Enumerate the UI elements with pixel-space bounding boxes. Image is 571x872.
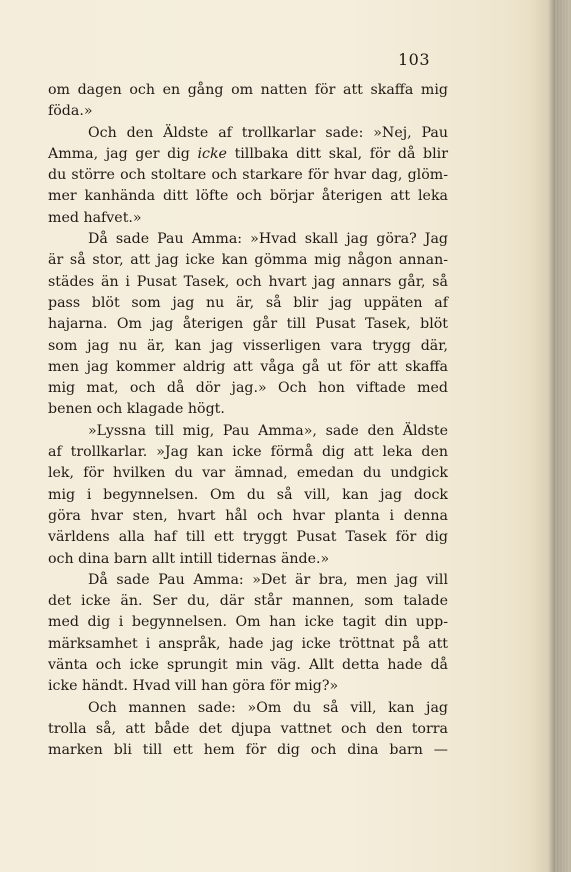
text-line: städes än i Pusat Tasek, och hvart jag annars går, så [48,273,448,290]
text-line: men jag kommer aldrig att våga gå ut för att skaffa [48,358,448,375]
text-line: med hafvet.» [48,209,142,226]
text-line: icke händt. Hvad vill han göra för mig?» [48,678,339,695]
text-line: Och den Äldste af trollkarlar sade: »Nej, Pau [88,124,448,141]
text-line: märksamhet i anspråk, hade jag icke tröttnat på att [48,635,448,652]
text-line: och dina barn allt intill tidernas ände.» [48,550,330,567]
text-line: lek, för hvilken du var ämnad, emedan du undgick [48,465,448,482]
text-line: vänta och icke sprungit min väg. Allt detta hade då [48,657,448,674]
page-number: 103 [398,50,431,69]
text-line: Då sade Pau Amma: »Det är bra, men jag vill [88,571,448,588]
text-line: göra hvar sten, hvart hål och hvar planta i denna [48,507,448,524]
text-line: med dig i begynnelsen. Om han icke tagit din upp- [48,614,448,631]
text-line: »Lyssna till mig, Pau Amma», sade den Äldste [88,422,448,439]
text-line: som jag nu är, kan jag visserligen vara trygg där, [48,337,448,354]
text-line: är så stor, att jag icke kan gömma mig någon annan- [48,252,448,269]
page-edge [555,0,571,872]
text-line: marken bli till ett hem för dig och dina barn — [48,742,448,759]
text-line: Och mannen sade: »Om du så vill, kan jag [88,699,448,716]
body-text [48,80,448,762]
text-line: mig mat, och då dör jag.» Och hon viftade med [48,380,448,397]
text-line: trolla så, att både det djupa vattnet och den torra [48,720,448,737]
text-line: benen och klagade högt. [48,401,225,418]
text-line: världens alla haf till ett tryggt Pusat Tasek för dig [48,529,448,546]
text-line: hajarna. Om jag återigen går till Pusat Tasek, blöt [48,316,448,333]
text-line: Amma, jag ger dig icke tillbaka ditt skal, för då blir [48,145,448,162]
text-line: föda.» [48,103,93,120]
text-line: pass blöt som jag nu är, så blir jag uppäten af [48,294,448,311]
text-line: Då sade Pau Amma: »Hvad skall jag göra? Jag [88,231,448,248]
text-line: du större och stoltare och starkare för hvar dag, glöm- [48,167,448,184]
text-line: af trollkarlar. »Jag kan icke förmå dig att leka den [48,444,448,461]
text-line: det icke än. Ser du, där står mannen, som talade [48,593,448,610]
text-line: mig i begynnelsen. Om du så vill, kan jag dock [48,486,448,503]
text-line: mer kanhända ditt löfte och börjar återigen att leka [48,188,448,205]
text-line: om dagen och en gång om natten för att skaffa mig [48,82,448,98]
